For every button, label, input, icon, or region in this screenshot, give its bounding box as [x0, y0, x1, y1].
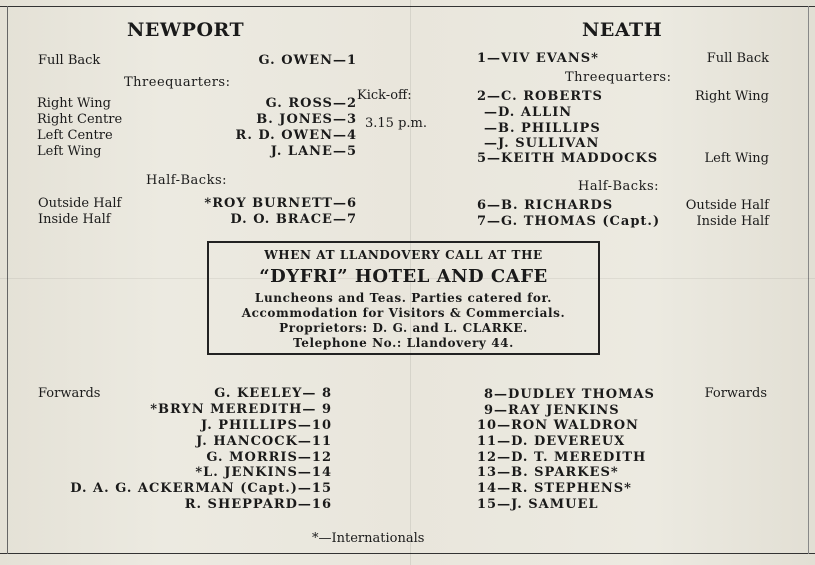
internationals-footnote: *—Internationals [312, 531, 425, 546]
newport-forward: J. HANCOCK—11 [196, 434, 332, 449]
neath-forward: 15—J. SAMUEL [477, 497, 599, 512]
newport-forward: *BRYN MEREDITH— 9 [150, 402, 332, 417]
kickoff-time: 3.15 p.m. [365, 116, 427, 131]
neath-tq-name: —J. SULLIVAN [484, 136, 600, 151]
newport-tq-name: R. D. OWEN—4 [235, 128, 357, 143]
neath-forward: 8—DUDLEY THOMAS [484, 387, 655, 402]
advert-line1: WHEN AT LLANDOVERY CALL AT THE [264, 248, 543, 262]
neath-threequarters-heading: Threequarters: [565, 70, 672, 85]
newport-tq-name: J. LANE—5 [270, 144, 357, 159]
newport-tq-name: G. ROSS—2 [265, 96, 357, 111]
hotel-advert [207, 241, 600, 355]
newport-title: NEWPORT [127, 19, 245, 41]
neath-hb-name: 6—B. RICHARDS [477, 198, 614, 213]
newport-hb-name: *ROY BURNETT—6 [204, 196, 357, 211]
right-rule [808, 6, 809, 554]
newport-forward: R. SHEPPARD—16 [184, 497, 332, 512]
neath-halfbacks-heading: Half-Backs: [578, 179, 659, 194]
newport-forward: G. KEELEY— 8 [214, 386, 332, 401]
newport-hb-pos: Inside Half [38, 212, 111, 227]
newport-fullback-name: G. OWEN—1 [258, 53, 357, 68]
neath-fullback-name: 1—VIV EVANS* [477, 51, 599, 66]
neath-tq-name: —B. PHILLIPS [484, 121, 601, 136]
bottom-rule [0, 553, 815, 554]
neath-fullback-pos: Full Back [706, 51, 769, 66]
neath-forward: 13—B. SPARKES* [477, 465, 619, 480]
left-rule [7, 6, 8, 554]
newport-tq-pos: Right Centre [37, 112, 123, 127]
neath-forward: 14—R. STEPHENS* [477, 481, 632, 496]
advert-line5: Proprietors: D. G. and L. CLARKE. [279, 321, 528, 335]
advert-line6: Telephone No.: Llandovery 44. [293, 336, 514, 350]
newport-tq-pos: Left Wing [37, 144, 102, 159]
newport-hb-name: D. O. BRACE—7 [230, 212, 357, 227]
neath-forward: 10—RON WALDRON [477, 418, 639, 433]
newport-tq-name: B. JONES—3 [256, 112, 357, 127]
neath-title: NEATH [582, 19, 663, 41]
kickoff-label: Kick-off: [357, 88, 412, 103]
newport-fullback-pos: Full Back [38, 53, 101, 68]
advert-line3: Luncheons and Teas. Parties catered for. [254, 291, 553, 305]
newport-tq-pos: Left Centre [37, 128, 113, 143]
newport-forwards-label: Forwards [38, 386, 101, 401]
newport-threequarters-heading: Threequarters: [124, 75, 231, 90]
neath-tq-name: 2—C. ROBERTS [477, 89, 603, 104]
newport-tq-pos: Right Wing [37, 96, 111, 111]
newport-forward: J. PHILLIPS—10 [201, 418, 332, 433]
neath-hb-pos: Inside Half [696, 214, 769, 229]
neath-tq-pos: Left Wing [704, 151, 769, 166]
newport-halfbacks-heading: Half-Backs: [146, 173, 227, 188]
neath-forward: 11—D. DEVEREUX [477, 434, 626, 449]
neath-hb-pos: Outside Half [685, 198, 769, 213]
neath-tq-pos: Right Wing [695, 89, 769, 104]
newport-forward: *L. JENKINS—14 [195, 465, 332, 480]
neath-forward: 12—D. T. MEREDITH [477, 450, 647, 465]
neath-hb-name: 7—G. THOMAS (Capt.) [477, 214, 661, 229]
advert-hotel-name: “DYFRI” HOTEL AND CAFE [259, 266, 548, 287]
neath-forwards-label: Forwards [704, 386, 767, 401]
top-rule [0, 6, 815, 7]
neath-tq-name: 5—KEITH MADDOCKS [477, 151, 659, 166]
newport-hb-pos: Outside Half [38, 196, 122, 211]
newport-forward: G. MORRIS—12 [206, 450, 332, 465]
neath-forward: 9—RAY JENKINS [484, 403, 620, 418]
neath-tq-name: —D. ALLIN [484, 105, 573, 120]
advert-line4: Accommodation for Visitors & Commercials. [241, 306, 566, 320]
newport-forward: D. A. G. ACKERMAN (Capt.)—15 [70, 481, 332, 496]
